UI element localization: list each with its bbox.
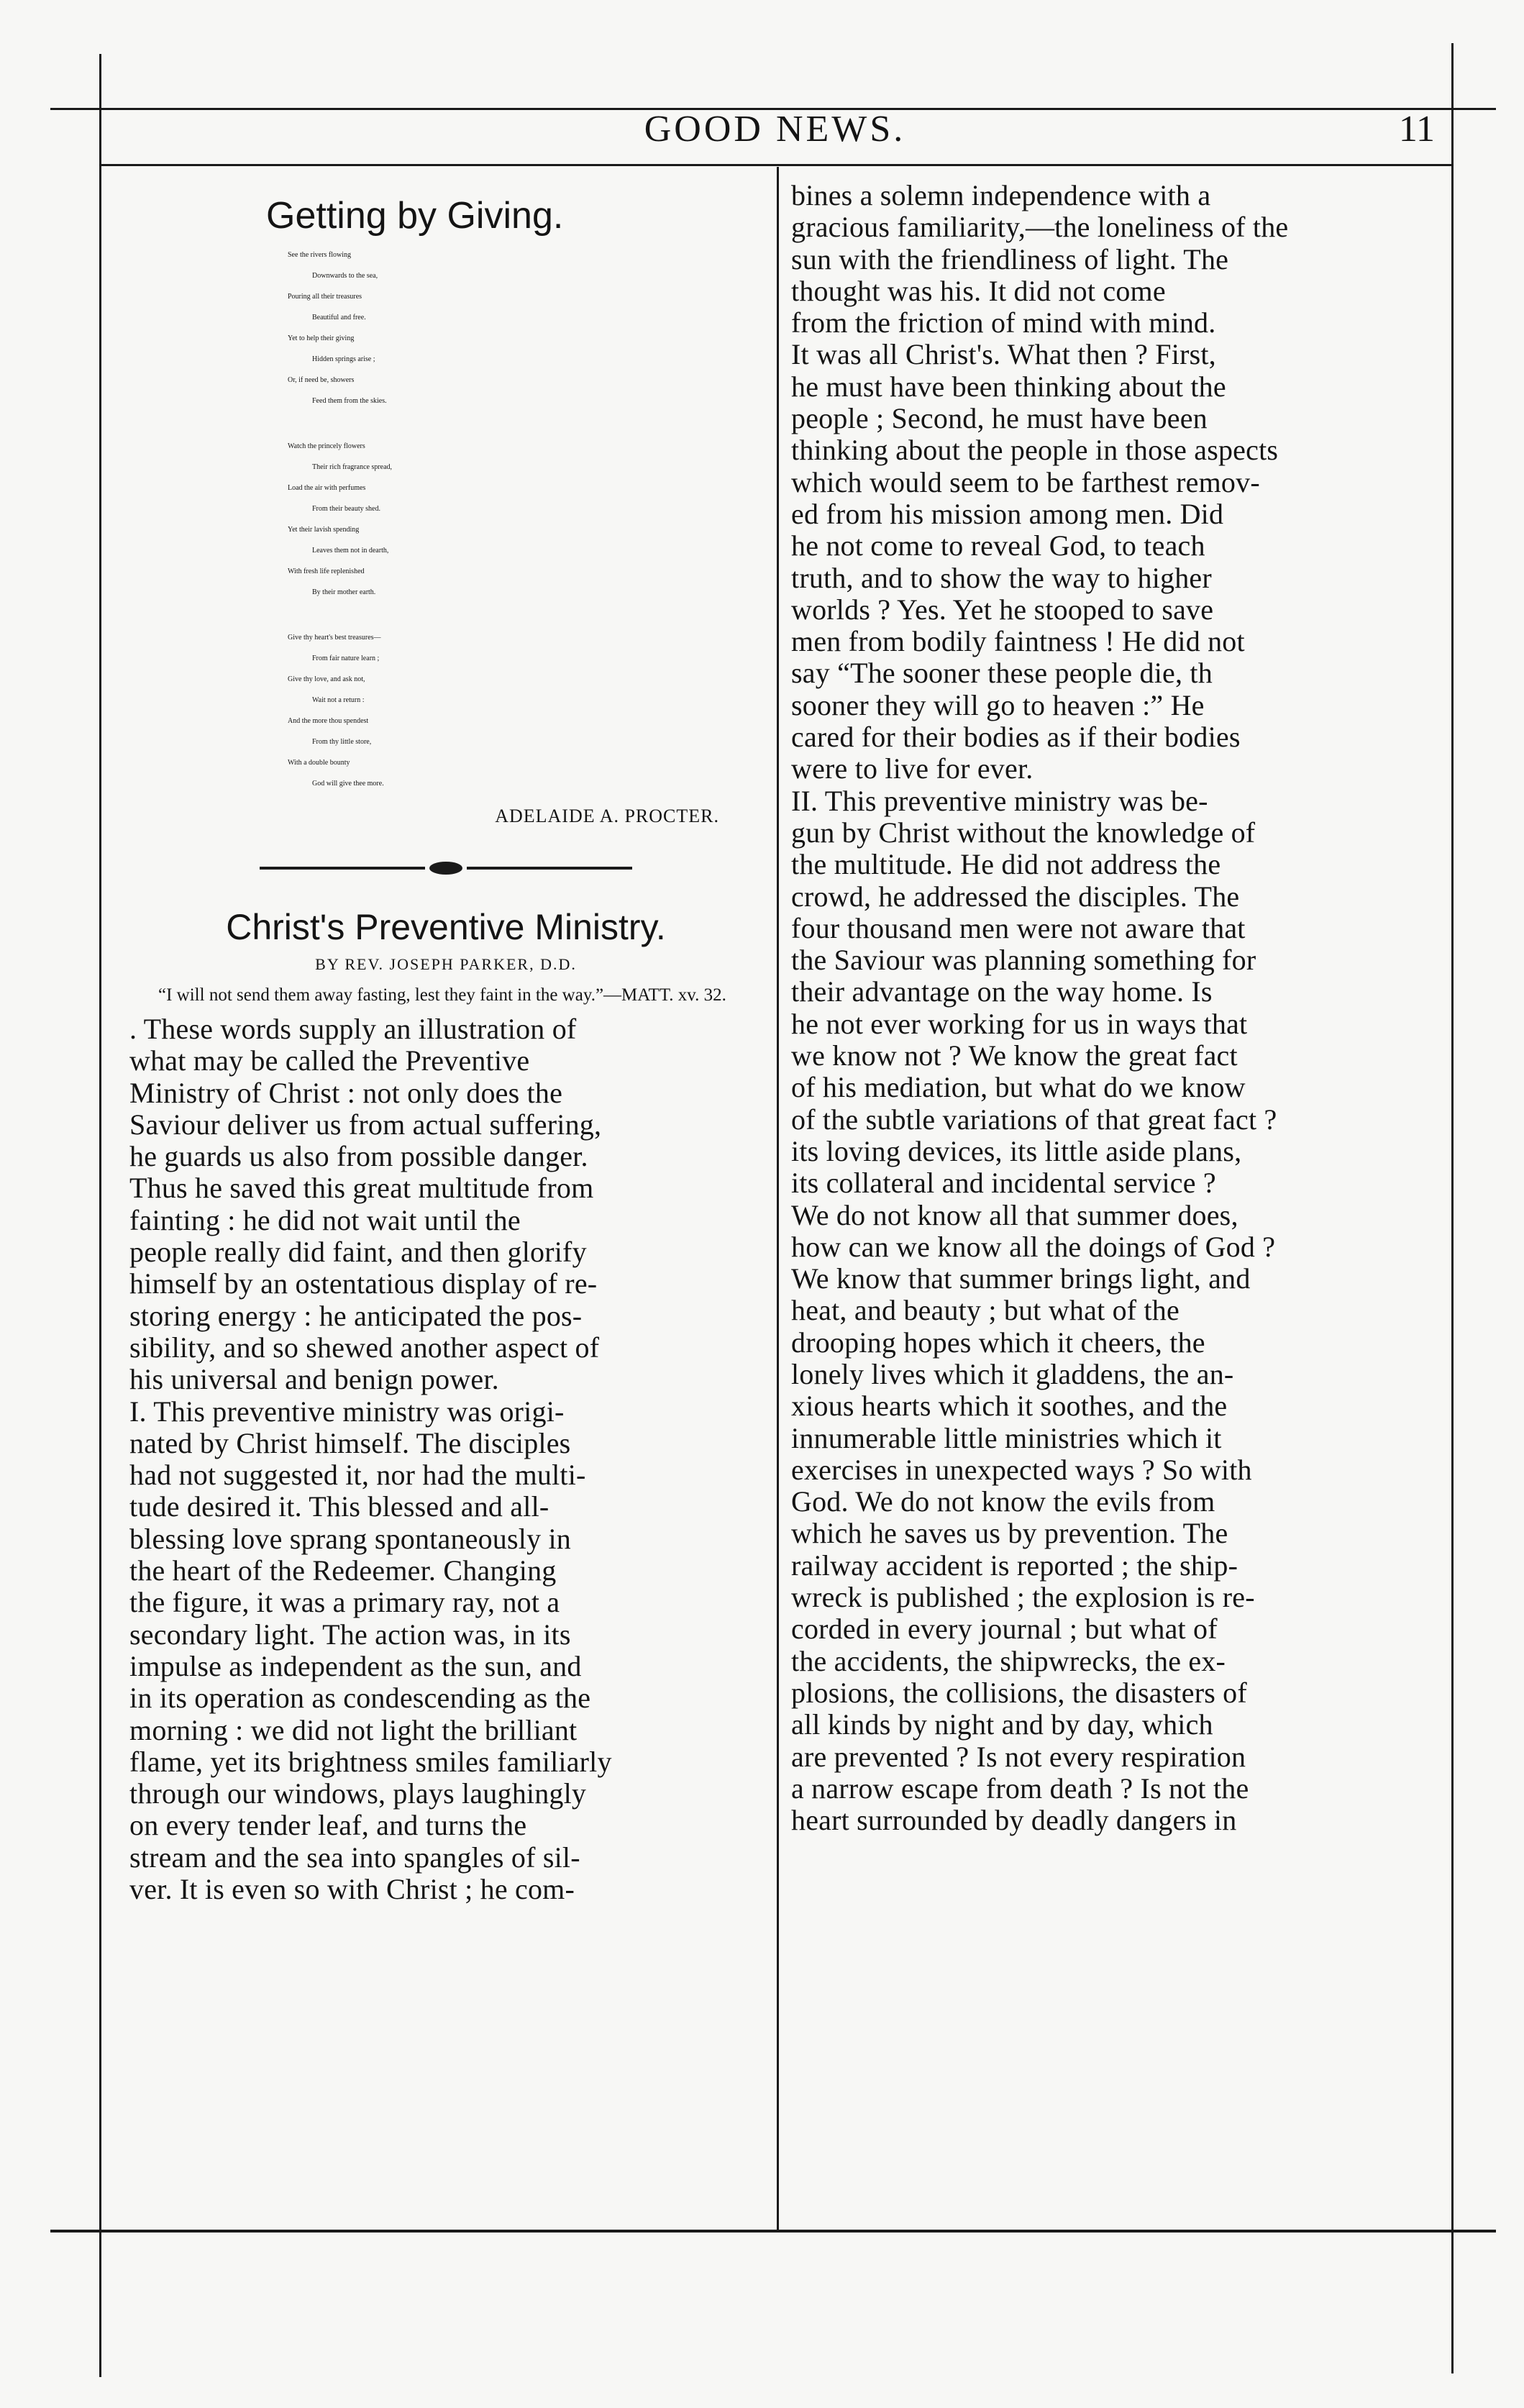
poem-line: Yet their lavish spending [288, 526, 360, 534]
text-line: are prevented ? Is not every respiration [791, 1740, 1246, 1773]
text-line: which would seem to be farthest remov- [791, 465, 1260, 498]
left-column [129, 180, 762, 1905]
poem-line: Load the air with perfumes [288, 484, 366, 492]
ornament-bar-right [467, 867, 632, 870]
text-line: It was all Christ's. What then ? First, [791, 338, 1216, 371]
text-line: had not suggested it, nor had the multi- [129, 1459, 586, 1492]
text-line: a narrow escape from death ? Is not the [791, 1771, 1249, 1805]
poem-line: Their rich fragrance spread, [312, 463, 393, 471]
text-line: exercises in unexpected ways ? So with [791, 1453, 1252, 1486]
poem-stanza [288, 245, 762, 411]
text-line: bines a solemn independence with a [791, 179, 1211, 211]
poem-line: Beautiful and free. [312, 314, 366, 321]
frame-right-rule [1451, 43, 1454, 2373]
text-line: men from bodily faintness ! He did not [791, 625, 1245, 658]
article-title: Christ's Preventive Ministry. [226, 907, 666, 947]
poem-title: Getting by Giving. [266, 195, 564, 237]
poem-line: Or, if need be, showers [288, 376, 355, 384]
text-line: he guards us also from possible danger. [129, 1140, 588, 1173]
text-line: through our windows, plays laughingly [129, 1777, 587, 1810]
running-header [108, 101, 1442, 158]
poem-line: Feed them from the skies. [312, 397, 387, 405]
text-line: thought was his. It did not come [791, 274, 1166, 307]
text-line: impulse as independent as the sun, and [129, 1649, 582, 1682]
poem-line: Wait not a return : [312, 696, 365, 704]
text-line: which he saves us by prevention. The [791, 1517, 1228, 1550]
text-line: Ministry of Christ : not only does the [129, 1076, 563, 1109]
text-line: four thousand men were not aware that [791, 911, 1246, 944]
header-bottom-rule [101, 164, 1453, 166]
poem-line: God will give thee more. [312, 780, 384, 788]
text-line: how can we know all the doings of God ? [791, 1230, 1276, 1263]
text-line: I. This preventive ministry was origi- [129, 1395, 565, 1428]
right-body-text [791, 180, 1424, 1836]
article-epigraph: “I will not send them away fasting, lest they faint in the way.”—MATT. xv. 32. [158, 985, 726, 1005]
text-line: xious hearts which it soothes, and the [791, 1390, 1228, 1423]
poem-line: Yet to help their giving [288, 334, 355, 342]
poem-line: With a double bounty [288, 759, 350, 767]
text-line: secondary light. The action was, in its [129, 1618, 571, 1651]
left-body-text [129, 1013, 762, 1905]
text-line: gracious familiarity,—the loneliness of the [791, 211, 1289, 244]
text-line: crowd, he addressed the disciples. The [791, 880, 1240, 913]
text-line: cared for their bodies as if their bodies [791, 721, 1241, 754]
text-line: ver. It is even so with Christ ; he com- [129, 1873, 575, 1906]
section-ornament [129, 856, 762, 877]
poem-line: Hidden springs arise ; [312, 355, 375, 363]
text-line: the multitude. He did not address the [791, 848, 1221, 881]
text-line: its loving devices, its little aside plans, [791, 1134, 1242, 1167]
right-column [791, 180, 1424, 1836]
poem-line: With fresh life replenished [288, 567, 365, 575]
poem-stanza [288, 436, 762, 603]
text-line: people ; Second, he must have been [791, 402, 1208, 435]
text-line: his universal and benign power. [129, 1363, 499, 1396]
text-line: the heart of the Redeemer. Changing [129, 1554, 557, 1587]
text-line: he not ever working for us in ways that [791, 1007, 1248, 1040]
text-line: stream and the sea into spangles of sil- [129, 1841, 580, 1874]
text-line: what may be called the Preventive [129, 1044, 530, 1077]
poem-line: Give thy heart's best treasures— [288, 634, 381, 642]
poem-line: By their mother earth. [312, 588, 376, 596]
text-line: morning : we did not light the brilliant [129, 1713, 578, 1746]
footer-rule [50, 2230, 1496, 2233]
poem-body [129, 245, 762, 794]
poem-line: See the rivers flowing [288, 251, 352, 259]
poem-line: From fair nature learn ; [312, 655, 380, 662]
text-line: say “The sooner these people die, th [791, 657, 1213, 690]
text-line: flame, yet its brightness smiles familiarly [129, 1745, 612, 1778]
poem-line: Watch the princely flowers [288, 442, 365, 450]
poem-line: Downwards to the sea, [312, 272, 378, 280]
text-line: the accidents, the shipwrecks, the ex- [791, 1644, 1226, 1677]
text-line: God. We do not know the evils from [791, 1485, 1215, 1518]
text-line: . These words supply an illustration of [129, 1013, 577, 1045]
text-line: innumerable little ministries which it [791, 1421, 1222, 1454]
text-line: sibility, and so shewed another aspect of [129, 1331, 600, 1364]
text-line: the Saviour was planning something for [791, 944, 1256, 977]
article-byline: BY REV. JOSEPH PARKER, D.D. [315, 955, 577, 973]
text-line: its collateral and incidental service ? [791, 1167, 1216, 1200]
text-line: were to live for ever. [791, 752, 1034, 785]
text-line: railway accident is reported ; the ship- [791, 1549, 1238, 1582]
text-line: truth, and to show the way to higher [791, 561, 1212, 594]
poem-line: Leaves them not in dearth, [312, 547, 389, 555]
text-line: heat, and beauty ; but what of the [791, 1294, 1179, 1327]
text-line: their advantage on the way home. Is [791, 975, 1213, 1008]
poem-author: ADELAIDE A. PROCTER. [495, 806, 719, 826]
text-line: the figure, it was a primary ray, not a [129, 1586, 560, 1619]
text-line: from the friction of mind with mind. [791, 306, 1216, 339]
text-line: storing energy : he anticipated the pos- [129, 1299, 583, 1332]
text-line: worlds ? Yes. Yet he stooped to save [791, 593, 1214, 626]
text-line: sooner they will go to heaven :” He [791, 688, 1205, 721]
text-line: heart surrounded by deadly dangers in [791, 1804, 1237, 1837]
poem-line: Give thy love, and ask not, [288, 675, 365, 683]
poem-stanza [288, 627, 762, 794]
text-line: thinking about the people in those aspects [791, 434, 1279, 467]
text-line: we know not ? We know the great fact [791, 1039, 1238, 1072]
journal-title: GOOD NEWS. [644, 109, 906, 150]
text-line: on every tender leaf, and turns the [129, 1809, 527, 1842]
text-line: of the subtle variations of that great fact ? [791, 1103, 1277, 1136]
text-line: We know that summer brings light, and [791, 1262, 1251, 1295]
text-line: Saviour deliver us from actual suffering, [129, 1108, 602, 1141]
poem-line: From thy little store, [312, 738, 372, 746]
text-line: fainting : he did not wait until the [129, 1203, 521, 1236]
text-line: wreck is published ; the explosion is re- [791, 1581, 1255, 1614]
text-line: ed from his mission among men. Did [791, 497, 1224, 530]
text-line: of his mediation, but what do we know [791, 1071, 1246, 1104]
text-line: II. This preventive ministry was be- [791, 784, 1208, 817]
text-line: in its operation as condescending as the [129, 1682, 591, 1715]
text-line: he not come to reveal God, to teach [791, 529, 1205, 562]
text-line: corded in every journal ; but what of [791, 1613, 1218, 1646]
page-number: 11 [1398, 109, 1435, 150]
text-line: tude desired it. This blessed and all- [129, 1490, 549, 1523]
text-line: gun by Christ without the knowledge of [791, 816, 1256, 849]
text-line: nated by Christ himself. The disciples [129, 1426, 571, 1459]
text-line: people really did faint, and then glorify [129, 1236, 587, 1269]
text-line: lonely lives which it gladdens, the an- [791, 1357, 1234, 1390]
text-line: drooping hopes which it cheers, the [791, 1326, 1205, 1359]
text-line: sun with the friendliness of light. The [791, 242, 1229, 275]
text-line: blessing love sprang spontaneously in [129, 1522, 572, 1555]
text-line: Thus he saved this great multitude from [129, 1172, 594, 1205]
frame-left-rule [99, 54, 101, 2377]
ornament-center [429, 862, 462, 875]
poem-line: From their beauty shed. [312, 505, 380, 513]
text-line: he must have been thinking about the [791, 370, 1226, 403]
text-line: plosions, the collisions, the disasters of [791, 1676, 1247, 1709]
poem-line: Pouring all their treasures [288, 293, 362, 301]
text-line: We do not know all that summer does, [791, 1198, 1238, 1231]
ornament-bar-left [260, 867, 425, 870]
text-line: all kinds by night and by day, which [791, 1708, 1213, 1741]
poem-line: And the more thou spendest [288, 717, 369, 725]
column-divider [777, 167, 779, 2230]
text-line: himself by an ostentatious display of re- [129, 1267, 598, 1300]
